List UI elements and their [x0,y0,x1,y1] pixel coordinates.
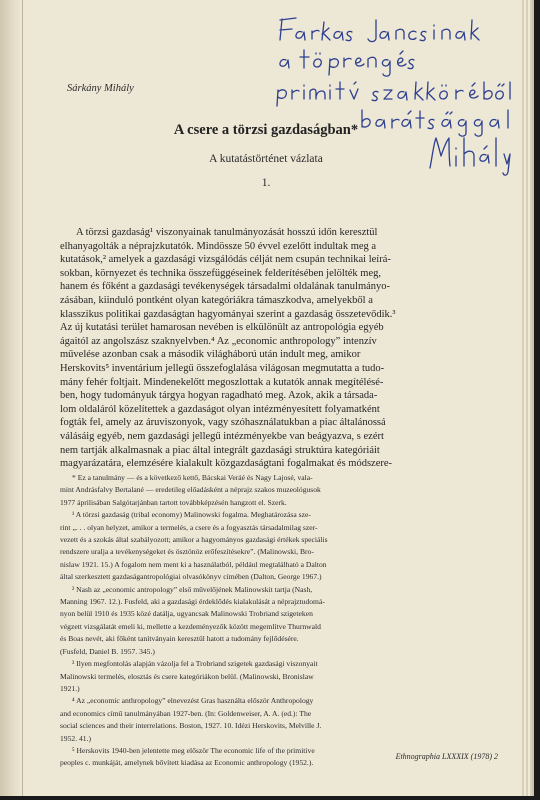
footnote-line: Malinowski termelés, elosztás és csere kategóriákon belül. (Malinowski, Bronislaw [60,671,314,681]
body-line: zásában, kiinduló pontként olyan kategóriákra támaszkodva, amelyekből a [60,294,373,306]
body-line: Az új kutatási terület hamarosan nevében is elkülönült az antropológia egyéb [60,322,384,334]
page-edge [522,0,532,796]
footnote-line: rint „. . . olyan helyzet, amikor a termelés, a csere és a fogyasztás társadalmilag szer- [60,522,318,532]
footnote-line: nislaw 1921. 15.) A fogalom nem ment ki a használatból, például megtalálható a Dalton [60,559,327,569]
footnote-line: social sciences and their interrelations. Boston, 1927. 10. Idézi Herskovits, Melville J. [60,721,322,731]
footnote-line: és Boas nevét, aki főként tanítványain keresztül hatott a tudomány fejlődésére. [60,634,299,644]
body-line: ben, hogy tudományuk tárgya hogyan ragadható meg. Azok, akik a társada- [60,390,378,402]
body-line: klasszikus politikai gazdaságtan hagyományai szerint a gazdaság összetevődik.³ [60,308,396,320]
body-line: Herskovits⁵ inventárium jellegű összefoglalása világosan megmutatta a tudo- [60,362,385,374]
footnote-line: * Ez a tanulmány — és a következő kettő, Bácskai Veráé és Nagy Lajosé, vala- [72,473,313,482]
body-line: lom oldaláról közelítettek a gazdaságot olyan intézményesített folyamatként [60,403,380,415]
footnote-line: (Fusfeld, Daniel B. 1957. 345.) [60,646,155,656]
body-line: hanem és főként a gazdasági tevékenységek társadalmi oldalának tanulmányo- [60,281,391,293]
body-line: kutatások,² amelyek a gazdasági vizsgálódás célját nem csupán technikai leírá- [60,254,391,266]
footnote-line: ² Nash az „economic antropology” első művelőjének Malinowskit tartja (Nash, [72,584,313,594]
footnote-line: ¹ A törzsi gazdaság (tribal economy) Malinowski fogalma. Meghatározása sze- [72,510,311,520]
footnote-line: végzett vizsgálatát emeli ki, mellette a kezdeményezők között megemlítve Thurnwald [60,621,321,631]
footnote-line: mint Andrásfalvy Bertalané — eredetileg előadásként a néprajz szakos muzeológusok [60,485,321,495]
footnote-line: peoples c. munkáját, amelynek bővített kiadása az Economic anthropology (1952.). [60,758,314,768]
footnote-line: nyon belül 1910 és 1935 közé datálja, ugyancsak Malinowski Trobriand szigeteken [60,609,313,619]
footnote-line: 1977 áprilisában Salgótarjánban tartott továbbképzésén hangzott el. Szerk. [60,497,287,507]
footnote-line: ³ Ilyen megfontolás alapján vázolja fel a Trobriand szigetek gazdasági viszonyait [72,659,318,669]
footnotes [60,472,510,770]
footnote-line: Manning 1967. 12.). Fusfeld, aki a gazdasági érdeklődés kialakulását a néprajztudomá- [60,597,325,607]
body-line: mány fehér foltjait. Mindenekelőtt megoszlottak a kutatók annak megítélésé- [60,376,384,388]
page-binding [0,0,23,796]
body-text [60,226,508,471]
body-line: válásáig egyéb, nem gazdasági jellegű intézményekbe van beágyazva, s ezért [60,430,384,442]
footnote-line: and economics című tanulmányában 1927-ben. (In: Goldenweiser, A. A. (ed.): The [60,708,312,718]
article-subtitle: A kutatástörténet vázlata [209,153,323,165]
footnote-line: ⁴ Az „economic anthropology” elnevezést Gras használta először Anthropology [72,696,314,706]
author-name: Sárkány Mihály [67,83,134,94]
body-line: ágaitól az angolszász szaknyelvben.⁴ Az „economic anthropology” intenzív [60,335,377,347]
footnote-line: által szerkesztett gazdaságantropológiai olvasókönyv címében (Dalton, George 1967.) [60,572,322,582]
footnote-line: 1921.) [60,683,80,693]
body-line: művelése azonban csak a második világháború után indult meg, amikor [60,349,361,361]
body-line: nem tartják alkalmasnak a piac által integrált gazdasági struktúra kategóriáit [60,444,380,456]
footnote-line: 1952. 41.) [60,733,92,743]
footnote-line: rendszere uralja a tevékenységeket és ösztönöz erőfeszítésekre”. (Malinowski, Bro- [60,547,314,557]
body-line: A törzsi gazdaság¹ viszonyainak tanulmányozását hosszú időn keresztül [76,227,378,238]
footnote-line: ⁵ Herskovits 1940-ben jelentette meg először The economic life of the primitive [72,745,315,755]
body-line: elhanyagolták a néprajzkutatók. Mindössze 50 évvel ezelőtt indultak meg a [60,240,377,252]
section-number: 1. [261,177,271,189]
body-line: magyarázatára, elemzésére kialakult közgazdaságtani fogalmakat és módszere- [60,458,393,470]
journal-footer: Ethnographia LXXXIX (1978) 2 [395,752,498,761]
body-line: fogták fel, amely az áruviszonyok, vagy szóhasználatukban a piac általánossá [60,417,386,429]
footnote-line: vezett és a szokás által szabályozott; amikor a hagyományos gazdasági értékek speciális [60,535,328,545]
article-title: A csere a törzsi gazdaságban* [173,122,359,138]
body-line: sokban, környezet és technika összefüggéseinek felderítésében jelölték meg, [60,267,382,279]
